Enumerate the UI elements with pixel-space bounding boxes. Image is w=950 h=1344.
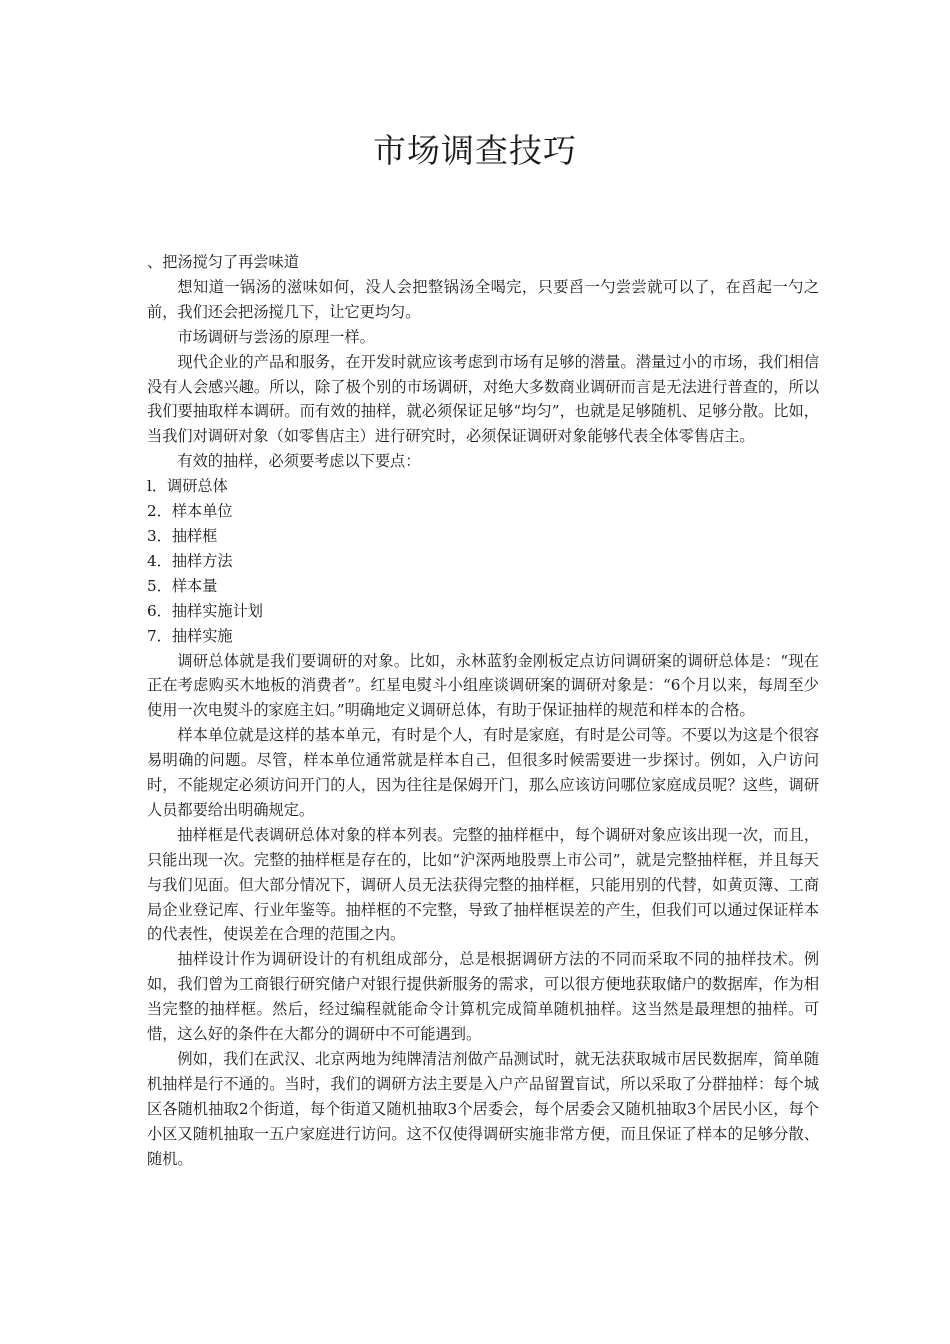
section-heading: 、把汤搅匀了再尝味道: [147, 253, 299, 271]
list-item: l．调研总体: [147, 477, 228, 496]
list-item: 5．样本量: [147, 576, 218, 595]
list-item: 6．抽样实施计划: [147, 601, 263, 620]
paragraph: 有效的抽样，必须要考虑以下要点：: [177, 452, 421, 471]
list-item: 2．样本单位: [147, 502, 233, 521]
paragraph: 调研总体就是我们要调研的对象。比如，永林蓝豹金刚板定点访问调研案的调研总体是：“现在正在考虑购买木地板的消费者”。红星电熨斗小组座谈调研案的调研对象是：“6个月以来，每周至少使用一次电熨斗的家庭主妇。”明确地定义调研总体，有助于保证抽样的规范和样本的合格。: [147, 651, 819, 720]
paragraph: 现代企业的产品和服务，在开发时就应该考虑到市场有足够的潜量。潜量过小的市场，我们相信没有人会感兴趣。所以，除了极个别的市场调研，对绝大多数商业调研而言是无法进行普查的，所以我们要抽取样本调研。而有效的抽样，就必须保证足够“均匀”，也就是足够随机、足够分散。比如，当我们对调研对象（如零售店主）进行研究时，必须保证调研对象能够代表全体零售店主。: [147, 352, 819, 446]
document-title: 市场调查技巧: [373, 131, 577, 170]
paragraph: 例如，我们在武汉、北京两地为纯牌清洁剂做产品测试时，就无法获取城市居民数据库，简单随机抽样是行不通的。当时，我们的调研方法主要是入户产品留置盲试，所以采取了分群抽样：每个城区各随机抽取2个街道，每个街道又随机抽取3个居委会，每个居委会又随机抽取3个居民小区，每个小区又随机抽取一五户家庭进行访问。这不仅使得调研实施非常方便，而且保证了样本的足够分散、随机。: [147, 1050, 819, 1168]
list-item: 4．抽样方法: [147, 551, 233, 570]
list-item: 3．抽样框: [147, 526, 218, 545]
paragraph: 样本单位就是这样的基本单元，有时是个人，有时是家庭，有时是公司等。不要以为这是个很容易明确的问题。尽管，样本单位通常就是样本自己，但很多时候需要进一步探讨。例如，入户访问时，不能规定必须访问开门的人，因为往往是保姆开门，那么应该访问哪位家庭成员呢？这些，调研人员都要给出明确规定。: [147, 726, 819, 819]
paragraph: 市场调研与尝汤的原理一样。: [177, 327, 375, 346]
paragraph: 想知道一锅汤的滋味如何，没人会把整锅汤全喝完，只要舀一勺尝尝就可以了，在舀起一勺之前，我们还会把汤搅几下，让它更均匀。: [147, 277, 819, 321]
list-item: 7．抽样实施: [147, 626, 233, 645]
paragraph: 抽样设计作为调研设计的有机组成部分，总是根据调研方法的不同而采取不同的抽样技术。例如，我们曾为工商银行研究储户对银行提供新服务的需求，可以很方便地获取储户的数据库，作为相当完整的抽样框。然后，经过编程就能命令计算机完成简单随机抽样。这当然是最理想的抽样。可惜，这么好的条件在大都分的调研中不可能遇到。: [147, 950, 819, 1044]
paragraph: 抽样框是代表调研总体对象的样本列表。完整的抽样框中，每个调研对象应该出现一次，而且，只能出现一次。完整的抽样框是存在的，比如“沪深两地股票上市公司”，就是完整抽样框，并且每天与我们见面。但大部分情况下，调研人员无法获得完整的抽样框，只能用别的代替，如黄页簿、工商局企业登记库、行业年鉴等。抽样框的不完整，导致了抽样框误差的产生，但我们可以通过保证样本的代表性，使误差在合理的范围之内。: [147, 825, 819, 944]
document-body: [147, 250, 819, 1172]
